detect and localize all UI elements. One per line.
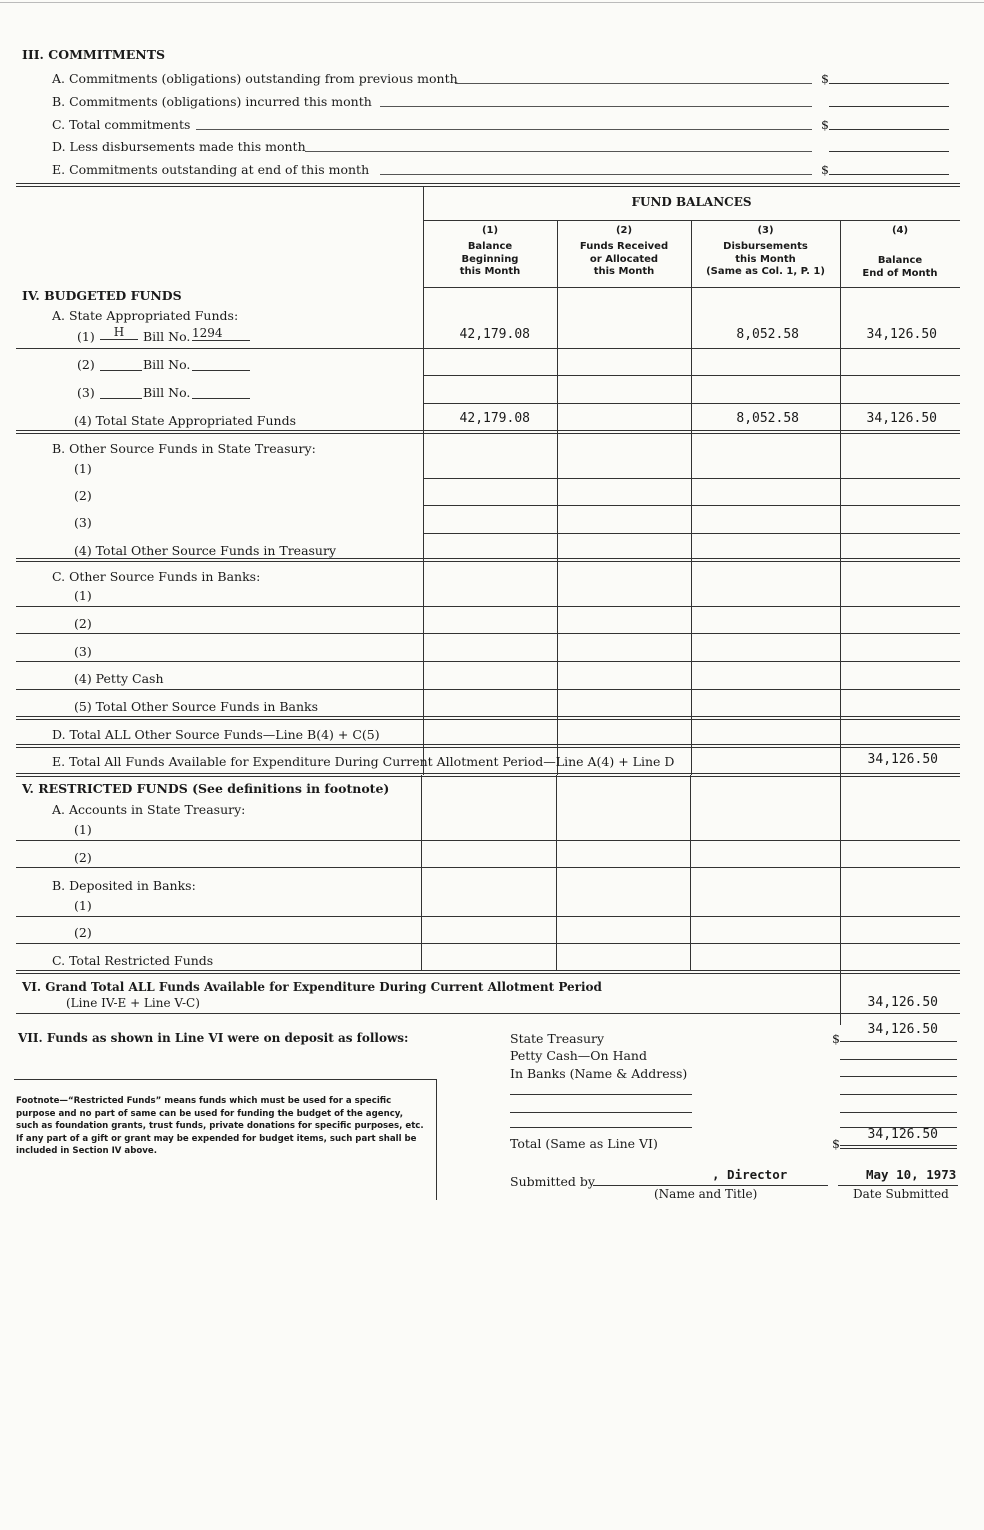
- amount-line: [840, 1076, 957, 1077]
- column-label: Funds Received or Allocated this Month: [579, 241, 669, 277]
- row-rule: [423, 375, 960, 376]
- commitment-amount-line: [829, 174, 949, 175]
- row-rule: [16, 916, 960, 917]
- b3-label: (3): [74, 515, 92, 530]
- row-rule: [16, 840, 960, 841]
- row-rule: [423, 478, 960, 479]
- restricted-total-label: C. Total Restricted Funds: [52, 953, 214, 968]
- footnote-text: Footnote—“Restricted Funds” means funds which must be used for a specific purpose and no part of same can be used for funding the budget of the agency, such as foundation grants, trust funds, private donations for specific purposes, etc. If any part of a gift or grant may be expended for budget items, such part shall be included in Section IV above.: [16, 1096, 424, 1157]
- row-rule: [16, 606, 960, 607]
- row-double-rule: [16, 744, 960, 748]
- commitment-line-label: B. Commitments (obligations) incurred this month: [52, 94, 372, 109]
- currency-symbol: $: [821, 71, 829, 86]
- row-rule: [16, 867, 960, 868]
- col-divider-2: [691, 220, 692, 775]
- deposit-heading: VII. Funds as shown in Line VI were on deposit as follows:: [18, 1031, 409, 1045]
- other-source-banks-heading: C. Other Source Funds in Banks:: [52, 569, 261, 584]
- bank-name-line: [510, 1127, 692, 1128]
- amount-line: [840, 1094, 957, 1095]
- a2-bill-type-line: [100, 370, 142, 371]
- restricted-treasury-heading: A. Accounts in State Treasury:: [52, 802, 246, 817]
- a3-prefix: (3): [77, 385, 95, 400]
- date-submitted-caption: Date Submitted: [853, 1187, 949, 1201]
- fund-value-col-1: 42,179.08: [459, 327, 530, 342]
- commitments-heading: III. COMMITMENTS: [22, 47, 166, 62]
- bank-name-line: [510, 1112, 692, 1113]
- commitment-amount-line: [829, 129, 949, 130]
- row-rule: [423, 403, 960, 404]
- restricted-a1-label: (1): [74, 822, 92, 837]
- b4-label: (4) Total Other Source Funds in Treasury: [74, 543, 337, 558]
- a4-label: (4) Total State Appropriated Funds: [74, 413, 296, 428]
- c1-label: (1): [74, 588, 92, 603]
- restricted-b2-label: (2): [74, 925, 92, 940]
- in-banks-label: In Banks (Name & Address): [510, 1066, 688, 1081]
- fund-balances-title: FUND BALANCES: [631, 195, 752, 209]
- a3-bill-number-line: [192, 398, 250, 399]
- column-number: (3): [757, 225, 774, 236]
- col-divider-left: [423, 187, 424, 775]
- commitment-line-label: D. Less disbursements made this month: [52, 139, 306, 154]
- bank-name-line: [510, 1094, 692, 1095]
- deposit-total-label: Total (Same as Line VI): [510, 1136, 658, 1151]
- fund-value-col-3: 8,052.58: [736, 327, 799, 342]
- row-rule: [423, 505, 960, 506]
- state-treasury-currency: $: [832, 1031, 840, 1046]
- row-rule: [16, 348, 960, 349]
- state-treasury-label: State Treasury: [510, 1031, 605, 1046]
- commitment-amount-line: [829, 106, 949, 107]
- a1-bill-number: 1294: [192, 326, 250, 341]
- leader-line: [380, 106, 812, 107]
- leader-line: [196, 129, 812, 130]
- restricted-divider-1: [556, 775, 557, 970]
- line-d-label: D. Total ALL Other Source Funds—Line B(4) + C(5): [52, 727, 380, 742]
- page-top-edge: [0, 2, 984, 3]
- leader-line: [455, 83, 812, 84]
- row-rule: [16, 1013, 960, 1014]
- row-double-rule: [16, 970, 960, 974]
- commitment-line-label: A. Commitments (obligations) outstanding from previous month: [52, 71, 458, 86]
- column-label: Balance End of Month: [862, 255, 938, 279]
- signature-title-value: , Director: [712, 1167, 788, 1182]
- b1-label: (1): [74, 461, 92, 476]
- currency-symbol: $: [821, 162, 829, 177]
- line-e-label: E. Total All Funds Available for Expenditure During Current Allotment Period—Line A(4) + Line D: [52, 754, 675, 769]
- row-rule: [16, 943, 960, 944]
- restricted-heading: V. RESTRICTED FUNDS (See definitions in footnote): [22, 781, 390, 796]
- a2-bill-number-line: [192, 370, 250, 371]
- amount-line: [840, 1041, 957, 1042]
- restricted-divider-left: [421, 775, 422, 970]
- commitment-line-label: C. Total commitments: [52, 117, 191, 132]
- budgeted-heading: IV. BUDGETED FUNDS: [22, 288, 182, 303]
- commitment-line-label: E. Commitments outstanding at end of this month: [52, 162, 370, 177]
- fund-value-col-3: 8,052.58: [736, 411, 799, 426]
- total-double-line: [840, 1145, 957, 1149]
- c5-label: (5) Total Other Source Funds in Banks: [74, 699, 319, 714]
- amount-line: [840, 1059, 957, 1060]
- row-rule: [423, 533, 960, 534]
- section-divider: [16, 183, 960, 187]
- b2-label: (2): [74, 488, 92, 503]
- row-double-rule: [16, 773, 960, 777]
- date-submitted-value: May 10, 1973: [866, 1167, 957, 1182]
- column-label: Disbursements this Month (Same as Col. 1, P. 1): [706, 241, 825, 277]
- deposit-total-value: 34,126.50: [867, 1127, 938, 1142]
- row-rule: [16, 689, 960, 690]
- signature-line: [593, 1185, 828, 1186]
- a1-bill-label: Bill No.: [143, 329, 191, 344]
- a1-prefix: (1): [77, 329, 95, 344]
- a3-bill-type-line: [100, 398, 142, 399]
- column-number: (2): [615, 225, 633, 236]
- restricted-divider-2: [690, 775, 691, 970]
- column-number: (1): [481, 225, 499, 236]
- a2-prefix: (2): [77, 357, 95, 372]
- row-double-rule: [16, 430, 960, 434]
- leader-line: [305, 151, 812, 152]
- c3-label: (3): [74, 644, 92, 659]
- grand-total-value: 34,126.50: [867, 995, 938, 1010]
- row-double-rule: [16, 716, 960, 720]
- name-title-caption: (Name and Title): [654, 1187, 758, 1201]
- restricted-b1-label: (1): [74, 898, 92, 913]
- currency-symbol: $: [821, 117, 829, 132]
- grand-total-line1: VI. Grand Total ALL Funds Available for Expenditure During Current Allotment Period: [22, 980, 602, 994]
- row-rule: [16, 633, 960, 634]
- commitment-amount-line: [829, 151, 949, 152]
- restricted-banks-heading: B. Deposited in Banks:: [52, 878, 196, 893]
- commitment-amount-line: [829, 83, 949, 84]
- col-divider-1: [557, 220, 558, 775]
- row-double-rule: [16, 558, 960, 562]
- state-treasury-value: 34,126.50: [867, 1022, 938, 1037]
- c2-label: (2): [74, 616, 92, 631]
- fund-value-col-4: 34,126.50: [866, 411, 937, 426]
- a1-bill-type: H: [100, 325, 138, 340]
- a2-bill-label: Bill No.: [143, 357, 191, 372]
- restricted-a2-label: (2): [74, 850, 92, 865]
- petty-cash-on-hand-label: Petty Cash—On Hand: [510, 1048, 647, 1063]
- line-e-value: 34,126.50: [867, 752, 938, 767]
- petty-cash-label: (4) Petty Cash: [74, 671, 164, 686]
- leader-line: [380, 174, 812, 175]
- other-source-treasury-heading: B. Other Source Funds in State Treasury:: [52, 441, 316, 456]
- column-label: Balance Beginning this Month: [459, 241, 521, 277]
- date-line: [838, 1185, 958, 1186]
- amount-line: [840, 1112, 957, 1113]
- row-rule: [16, 661, 960, 662]
- deposit-total-currency: $: [832, 1136, 840, 1151]
- fund-value-col-4: 34,126.50: [866, 327, 937, 342]
- submitted-by-label: Submitted by: [510, 1174, 595, 1189]
- state-appropriated-heading: A. State Appropriated Funds:: [52, 308, 239, 323]
- a3-bill-label: Bill No.: [143, 385, 191, 400]
- fund-value-col-1: 42,179.08: [459, 411, 530, 426]
- grand-total-line2: (Line IV-E + Line V-C): [66, 996, 200, 1010]
- column-number: (4): [891, 225, 909, 236]
